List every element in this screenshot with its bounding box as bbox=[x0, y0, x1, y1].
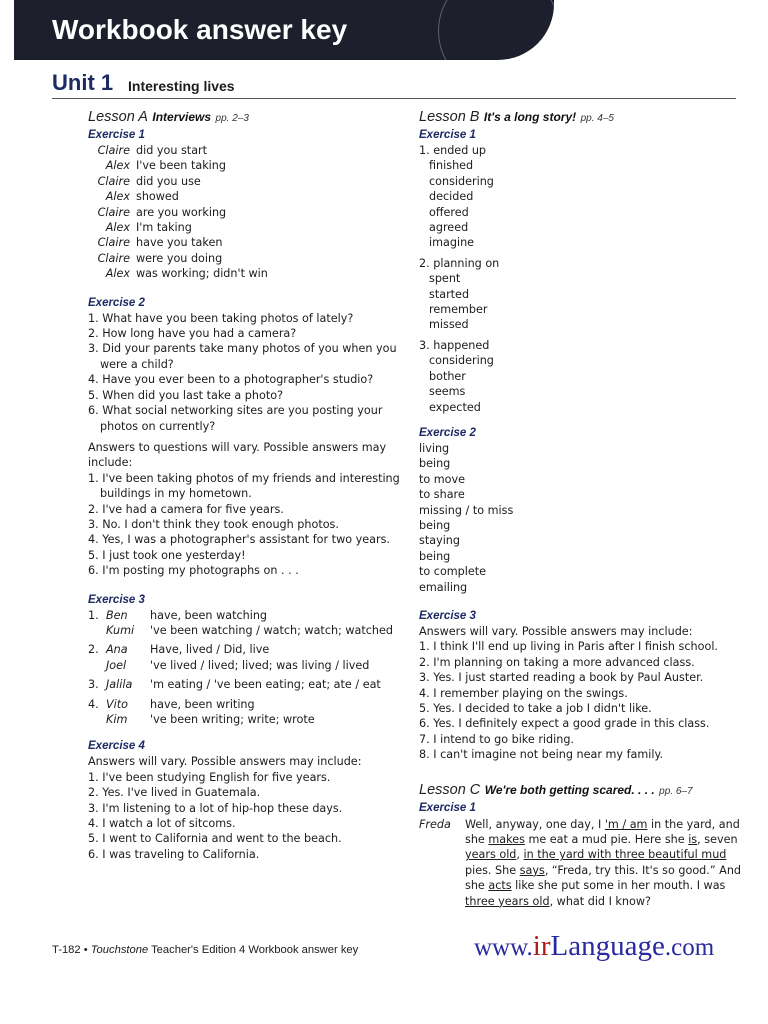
list-item: bother bbox=[429, 369, 466, 383]
list-item: considering bbox=[429, 354, 494, 368]
list-item: 2. Yes. I've lived in Guatemala. bbox=[88, 786, 261, 800]
list-item: 3. Yes. I just started reading a book by Paul Auster. bbox=[419, 671, 704, 685]
answer-blank: three years old bbox=[465, 894, 550, 908]
dialog-row bbox=[88, 266, 400, 281]
list-item: spent bbox=[429, 272, 461, 286]
answer-blank: acts bbox=[488, 879, 512, 893]
answer-group bbox=[419, 143, 749, 251]
list-item: offered bbox=[429, 205, 469, 219]
website-logo[interactable]: www.irLanguage.com bbox=[474, 930, 715, 962]
list-item: missed bbox=[429, 318, 469, 332]
exercise-title: Exercise 3 bbox=[419, 609, 476, 622]
answer: 've lived / lived; lived; was living / lived bbox=[150, 658, 370, 672]
answer: did you start bbox=[136, 144, 208, 157]
lesson-a-title bbox=[88, 108, 400, 128]
answer-group bbox=[419, 338, 749, 415]
unit-title: Interesting lives bbox=[128, 78, 235, 94]
lesson-c-ex1-passage bbox=[419, 817, 749, 909]
speaker: Kumi bbox=[106, 623, 135, 637]
exercise-title: Exercise 1 bbox=[419, 129, 476, 141]
speaker: Alex bbox=[105, 221, 130, 235]
lesson-topic: We're both getting scared. . . . bbox=[484, 782, 655, 797]
list-item: 3. Did your parents take many photos of you when you were a child? bbox=[88, 342, 397, 371]
dialog-row bbox=[88, 251, 400, 266]
list-item bbox=[88, 642, 400, 673]
list-item: considering bbox=[429, 174, 494, 188]
speaker: Jalila bbox=[106, 678, 133, 692]
dialog-row bbox=[88, 158, 400, 173]
list-item: 1. What have you been taking photos of lately? bbox=[88, 311, 354, 325]
answer-blank: makes bbox=[488, 833, 525, 847]
list-item: to move bbox=[419, 472, 466, 486]
passage-text: Well, anyway, one day, I 'm / am in the yard, and she makes me eat a mud pie. Here she is, seven years old, in the yard with three beautiful mud pies. She says, “Freda, try this. It's so good.” And she acts like she put some in her mouth. I was three years old, what did I know? bbox=[465, 817, 742, 908]
speaker: Claire bbox=[97, 144, 130, 157]
list-item: 6. Yes. I definitely expect a good grade in this class. bbox=[419, 717, 710, 731]
answer: was working; didn't win bbox=[136, 267, 268, 281]
list-item: remember bbox=[429, 303, 488, 317]
answer-blank: 'm / am bbox=[604, 817, 648, 831]
answers-note: Answers will vary. Possible answers may include: bbox=[419, 624, 693, 638]
list-item: staying bbox=[419, 534, 460, 548]
lesson-pages: pp. 6–7 bbox=[659, 785, 693, 797]
unit-header bbox=[52, 70, 736, 99]
item-number: 2. bbox=[88, 643, 99, 657]
list-item: 5. I went to California and went to the beach. bbox=[88, 832, 342, 846]
item-number: 1. bbox=[88, 608, 99, 622]
answer: I've been taking bbox=[136, 159, 226, 173]
list-item: 3. I'm listening to a lot of hip-hop these days. bbox=[88, 801, 343, 815]
list-item: to share bbox=[419, 488, 465, 502]
lesson-topic: It's a long story! bbox=[483, 110, 577, 124]
footer-text: Teacher's Edition 4 Workbook answer key bbox=[148, 944, 359, 956]
answer-group bbox=[419, 256, 749, 333]
exercise-title: Exercise 2 bbox=[419, 426, 476, 439]
lesson-pages: pp. 2–3 bbox=[215, 113, 249, 124]
list-item bbox=[88, 608, 400, 639]
answer: have, been watching bbox=[150, 608, 268, 622]
lesson-name: Lesson C bbox=[419, 781, 481, 798]
exercise-title: Exercise 3 bbox=[88, 593, 145, 606]
list-item: missing / to miss bbox=[419, 503, 514, 517]
list-item: 2. I'm planning on taking a more advanced class. bbox=[419, 655, 695, 669]
speaker: Kim bbox=[106, 713, 128, 726]
answer: 've been watching / watch; watch; watched bbox=[150, 623, 394, 637]
answers-note: Answers to questions will vary. Possible answers may include: bbox=[88, 440, 387, 470]
speaker: Ben bbox=[106, 608, 128, 622]
page-footer bbox=[52, 944, 358, 956]
dialog-row bbox=[88, 143, 400, 158]
list-item: 4. Have you ever been to a photographer's studio? bbox=[88, 373, 374, 387]
list-item: being bbox=[419, 549, 451, 563]
answer: were you doing bbox=[136, 251, 223, 265]
speaker: Alex bbox=[105, 159, 130, 173]
list-item: being bbox=[419, 518, 451, 532]
lesson-name: Lesson B bbox=[419, 109, 480, 125]
dialog-row bbox=[88, 205, 400, 220]
list-item: 1. I've been studying English for five years. bbox=[88, 770, 331, 784]
list-item: 4. Yes, I was a photographer's assistant for two years. bbox=[88, 533, 390, 547]
dialog-row bbox=[88, 235, 400, 250]
book-title: Touchstone bbox=[90, 944, 149, 956]
lesson-c-title bbox=[419, 781, 749, 801]
exercise-title: Exercise 1 bbox=[88, 129, 145, 141]
answer-blank: years old bbox=[465, 848, 517, 862]
list-item: 2. How long have you had a camera? bbox=[88, 327, 297, 341]
speaker: Alex bbox=[105, 267, 130, 281]
list-item: finished bbox=[429, 159, 474, 173]
list-item: 1. I think I'll end up living in Paris after I finish school. bbox=[419, 640, 718, 654]
page-title: Workbook answer key bbox=[52, 14, 348, 45]
answer-blank: says bbox=[519, 863, 545, 877]
answers-note: Answers will vary. Possible answers may include: bbox=[88, 755, 362, 769]
answer: have, been writing bbox=[150, 697, 255, 711]
lesson-pages: pp. 4–5 bbox=[580, 113, 614, 124]
list-item: emailing bbox=[419, 580, 468, 594]
item-number: 3. bbox=[88, 678, 99, 692]
list-item: decided bbox=[429, 190, 474, 204]
list-item: 6. What social networking sites are you posting your photos on currently? bbox=[88, 404, 383, 433]
answer: I'm taking bbox=[136, 221, 192, 235]
lesson-b-ex3-answers bbox=[419, 639, 749, 762]
list-item bbox=[88, 697, 400, 728]
list-item: 3. No. I don't think they took enough photos. bbox=[88, 517, 339, 531]
list-item: 5. I just took one yesterday! bbox=[88, 548, 246, 562]
list-item: 4. I remember playing on the swings. bbox=[419, 686, 628, 700]
lesson-a-ex4-answers bbox=[88, 770, 400, 862]
lesson-b-title bbox=[419, 108, 749, 128]
answer: 'm eating / 've been eating; eat; ate / eat bbox=[150, 678, 381, 692]
right-column bbox=[419, 108, 749, 909]
answer: showed bbox=[136, 190, 179, 204]
speaker: Alex bbox=[105, 190, 130, 204]
list-item: 5. When did you last take a photo? bbox=[88, 388, 284, 402]
dialog-row bbox=[88, 174, 400, 189]
speaker: Claire bbox=[97, 251, 130, 265]
list-item: started bbox=[429, 287, 470, 301]
speaker: Freda bbox=[419, 817, 451, 831]
list-item: living bbox=[419, 441, 450, 455]
list-item bbox=[88, 677, 400, 692]
speaker: Joel bbox=[106, 658, 127, 672]
header-banner bbox=[14, 0, 554, 60]
list-item: seems bbox=[429, 385, 466, 399]
speaker: Claire bbox=[97, 174, 130, 188]
speaker: Ana bbox=[106, 643, 128, 657]
item-number: 4. bbox=[88, 697, 99, 711]
exercise-title: Exercise 2 bbox=[88, 296, 145, 309]
dialog-row bbox=[88, 189, 400, 204]
exercise-title: Exercise 1 bbox=[419, 801, 476, 814]
list-item: 2. I've had a camera for five years. bbox=[88, 502, 284, 516]
list-item: 8. I can't imagine not being near my family. bbox=[419, 748, 664, 762]
list-item: 1. ended up bbox=[419, 144, 487, 157]
lesson-a-ex3 bbox=[88, 608, 400, 728]
lesson-b-ex2-answers bbox=[419, 441, 749, 595]
lesson-a-ex2-answers bbox=[88, 471, 400, 579]
lesson-a-ex1-dialog bbox=[88, 143, 400, 282]
page-number: T-182 • bbox=[52, 944, 91, 956]
list-item: imagine bbox=[429, 236, 475, 250]
speaker: Vito bbox=[106, 697, 128, 711]
speaker: Claire bbox=[97, 205, 130, 219]
list-item: 6. I was traveling to California. bbox=[88, 847, 260, 861]
answer: Have, lived / Did, live bbox=[150, 643, 270, 657]
list-item: 6. I'm posting my photographs on . . . bbox=[88, 564, 299, 578]
answer-blank: in the yard with three beautiful mud bbox=[523, 848, 727, 862]
answer-blank: is bbox=[688, 833, 698, 847]
list-item: to complete bbox=[419, 565, 487, 579]
speaker: Claire bbox=[97, 236, 130, 250]
lesson-topic: Interviews bbox=[152, 110, 212, 124]
list-item: 5. Yes. I decided to take a job I didn't like. bbox=[419, 702, 652, 715]
lesson-name: Lesson A bbox=[88, 109, 148, 125]
answer: are you working bbox=[136, 205, 227, 219]
list-item: being bbox=[419, 457, 451, 471]
answer: did you use bbox=[136, 174, 201, 188]
exercise-title: Exercise 4 bbox=[88, 740, 145, 753]
answer: have you taken bbox=[136, 236, 223, 250]
list-item: 7. I intend to go bike riding. bbox=[419, 732, 574, 746]
list-item: 2. planning on bbox=[419, 256, 500, 270]
list-item: agreed bbox=[429, 221, 469, 235]
list-item: 3. happened bbox=[419, 338, 490, 352]
lesson-a-ex2-questions bbox=[88, 311, 400, 434]
list-item: expected bbox=[429, 400, 481, 414]
dialog-row bbox=[88, 220, 400, 235]
list-item: 4. I watch a lot of sitcoms. bbox=[88, 817, 236, 831]
left-column bbox=[88, 108, 400, 862]
unit-number: Unit 1 bbox=[52, 70, 114, 95]
answer: 've been writing; write; wrote bbox=[150, 713, 315, 726]
list-item: 1. I've been taking photos of my friends and interesting buildings in my hometown. bbox=[88, 471, 400, 501]
